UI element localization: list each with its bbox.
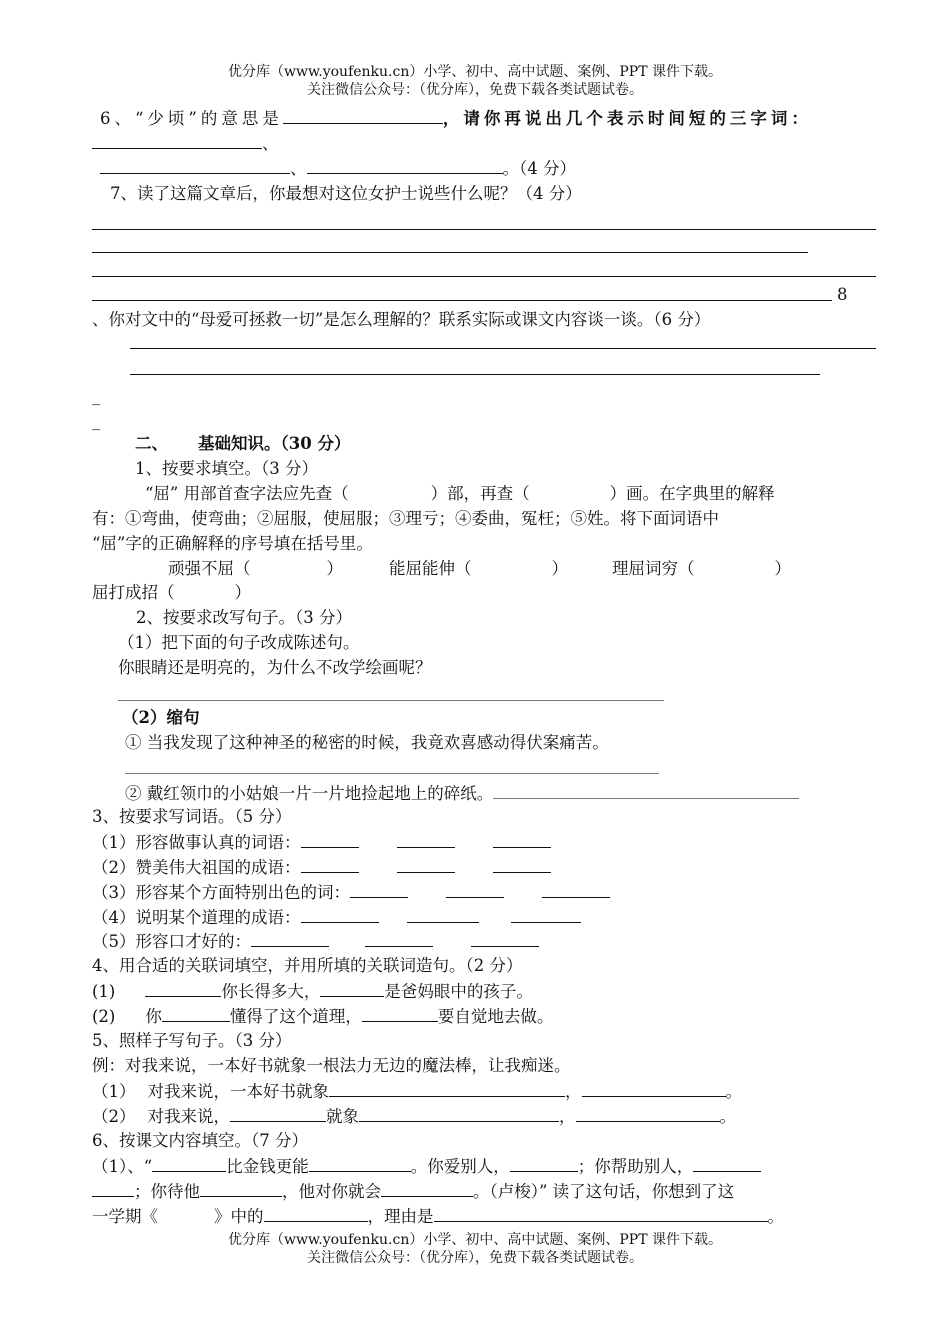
question-6-prompt: 6、“少顷”的意思是 [100,109,283,128]
answer-line[interactable] [118,700,664,701]
header-line-1: 优分库（www.youfenku.cn）小学、初中、高中试题、案例、PPT 课件下载。 [227,64,722,80]
answer-blank[interactable] [493,831,551,848]
answer-blank[interactable] [359,1105,559,1122]
answer-line[interactable] [92,252,808,253]
word-3: 理屈词穷（ [612,559,695,578]
answer-blank[interactable] [162,1005,230,1022]
s3-item-5: （5）形容口才好的： [92,930,539,953]
s6-line-2: ；你待他 ，他对你就会 。（卢梭）” 读了这句话，你想到了这 [92,1180,734,1203]
s5-title: 5、照样子写句子。（3 分） [92,1031,292,1050]
answer-blank[interactable] [307,157,503,174]
s1-line-2: 有：①弯曲，使弯曲；②屈服，使屈服；③理亏；④委曲，冤枉；⑤姓。将下面词语中 [92,509,719,528]
s5-line-1: （1） 对我来说，一本好书就象 ， 。 [92,1082,742,1101]
question-8: 、你对文中的“母爱可拯救一切”是怎么理解的？联系实际或课文内容谈一谈。（6 分） [92,310,711,329]
answer-line[interactable] [92,300,832,301]
answer-blank[interactable] [510,1155,578,1172]
answer-line[interactable] [130,348,876,349]
s2-part-2-b-text: ② 戴红领巾的小姑娘一片一片地捡起地上的碎纸。 [125,784,494,803]
s3-item-3: （3）形容某个方面特别出色的词： [92,881,610,904]
answer-blank[interactable] [92,132,262,149]
footer-line-2: 关注微信公众号：（优分库），免费下载各类试题试卷。 [307,1250,643,1266]
s2-part-2-a: ① 当我发现了这种神圣的秘密的时候，我竟欢喜感动得伏案痛苦。 [125,733,609,752]
footer-line-1: 优分库（www.youfenku.cn）小学、初中、高中试题、案例、PPT 课件下载。 [227,1232,722,1248]
answer-blank[interactable] [511,906,581,923]
answer-blank[interactable] [309,1155,411,1172]
answer-blank[interactable] [365,930,433,947]
separator: 、 [290,159,307,178]
answer-blank[interactable] [350,881,408,898]
answer-blank[interactable] [100,157,290,174]
word-4: 屈打成招（ [92,583,175,602]
answer-blank[interactable] [493,856,551,873]
answer-blank[interactable] [397,831,455,848]
s1-text-c: ）画。在字典里的解释 [609,484,775,503]
answer-blank[interactable] [576,1105,720,1122]
s5-example: 例：对我来说，一本好书就象一根法力无边的魔法棒，让我痴迷。 [92,1056,571,1075]
question-8-number: 8 [837,285,848,304]
header-line-2: 关注微信公众号：（优分库），免费下载各类试题试卷。 [307,82,643,98]
s3-item-2: （2）赞美伟大祖国的成语： [92,856,551,879]
question-7: 7、读了这篇文章后，你最想对这位女护士说些什么呢？（4 分） [110,184,582,203]
answer-blank[interactable] [329,1080,565,1097]
s1-words: 顽强不屈（ ） 能屈能伸（ ） 理屈词穷（ ） [168,559,791,578]
stray-mark: _ [92,411,101,430]
answer-blank[interactable] [251,930,329,947]
s1-title: 1、按要求填空。（3 分） [135,459,318,478]
s2-part-1-sentence: 你眼睛还是明亮的，为什么不改学绘画呢？ [118,658,432,677]
s1-word-4: 屈打成招（ ） [92,583,251,602]
answer-blank[interactable] [693,1155,761,1172]
s3-item-1: （1）形容做事认真的词语： [92,831,551,854]
answer-blank[interactable] [362,1005,438,1022]
s1-text-a: “屈” 用部首查字法应先查（ [145,484,349,503]
answer-blank[interactable] [301,906,379,923]
answer-blank[interactable] [301,831,359,848]
answer-line[interactable] [125,773,659,774]
answer-blank[interactable] [407,906,479,923]
answer-blank[interactable] [301,856,359,873]
s4-line-2: (2) 你 懂得了这个道理， 要自觉地去做。 [92,1007,554,1026]
word-2: 能屈能伸（ [389,559,472,578]
question-6-line-2 [92,132,279,155]
answer-blank[interactable] [493,782,799,799]
s3-item-4: （4）说明某个道理的成语： [92,906,581,929]
answer-blank[interactable] [320,980,384,997]
answer-blank[interactable] [230,1105,326,1122]
s6-line-3: 一学期《 》中的 ，理由是 。 [92,1207,784,1226]
s1-line-1 [145,483,775,505]
answer-blank[interactable] [200,1180,282,1197]
stray-mark: _ [92,386,101,405]
answer-blank[interactable] [381,1180,473,1197]
s2-part-2-b [125,782,799,805]
answer-line[interactable] [130,374,820,375]
s1-text-b: ）部，再查（ [430,484,530,503]
s3-title: 3、按要求写词语。（5 分） [92,807,292,826]
s2-part-2: （2）缩句 [122,708,200,727]
s4-line-1: (1) 你长得多大， 是爸妈眼中的孩子。 [92,982,533,1001]
s6-title: 6、按课文内容填空。（7 分） [92,1131,308,1150]
answer-blank[interactable] [145,980,221,997]
question-6-prompt-2: ，请你再说出几个表示时间短的三字词： [442,109,812,128]
question-6-line-3 [100,157,576,180]
answer-blank[interactable] [152,1155,226,1172]
answer-blank[interactable] [397,856,455,873]
section-2-title [135,433,350,455]
answer-blank[interactable] [434,1205,768,1222]
word-1: 顽强不屈（ [168,559,251,578]
s5-line-2: （2） 对我来说， 就象 ， 。 [92,1107,736,1126]
answer-blank[interactable] [446,881,504,898]
s1-line-3: “屈”字的正确解释的序号填在括号里。 [92,534,373,553]
answer-line[interactable] [92,229,876,230]
answer-blank[interactable] [582,1080,726,1097]
s4-title: 4、用合适的关联词填空，并用所填的关联词造句。（2 分） [92,956,523,975]
s2-title: 2、按要求改写句子。（3 分） [136,608,352,627]
section-2-heading: 基础知识。（30 分） [198,434,351,453]
question-6-end: 。（4 分） [502,159,576,178]
section-2-number: 二、 [135,434,168,453]
answer-blank[interactable] [92,1180,134,1197]
s2-part-1: （1）把下面的句子改成陈述句。 [118,633,360,652]
s6-line-1: （1）、“ 比金钱更能 。你爱别人， ；你帮助别人， [92,1155,761,1178]
answer-blank[interactable] [264,1205,368,1222]
answer-line[interactable] [92,276,876,277]
answer-blank[interactable] [542,881,610,898]
question-6-line-1 [100,107,812,130]
answer-blank[interactable] [283,107,443,124]
separator: 、 [262,134,279,153]
answer-blank[interactable] [471,930,539,947]
